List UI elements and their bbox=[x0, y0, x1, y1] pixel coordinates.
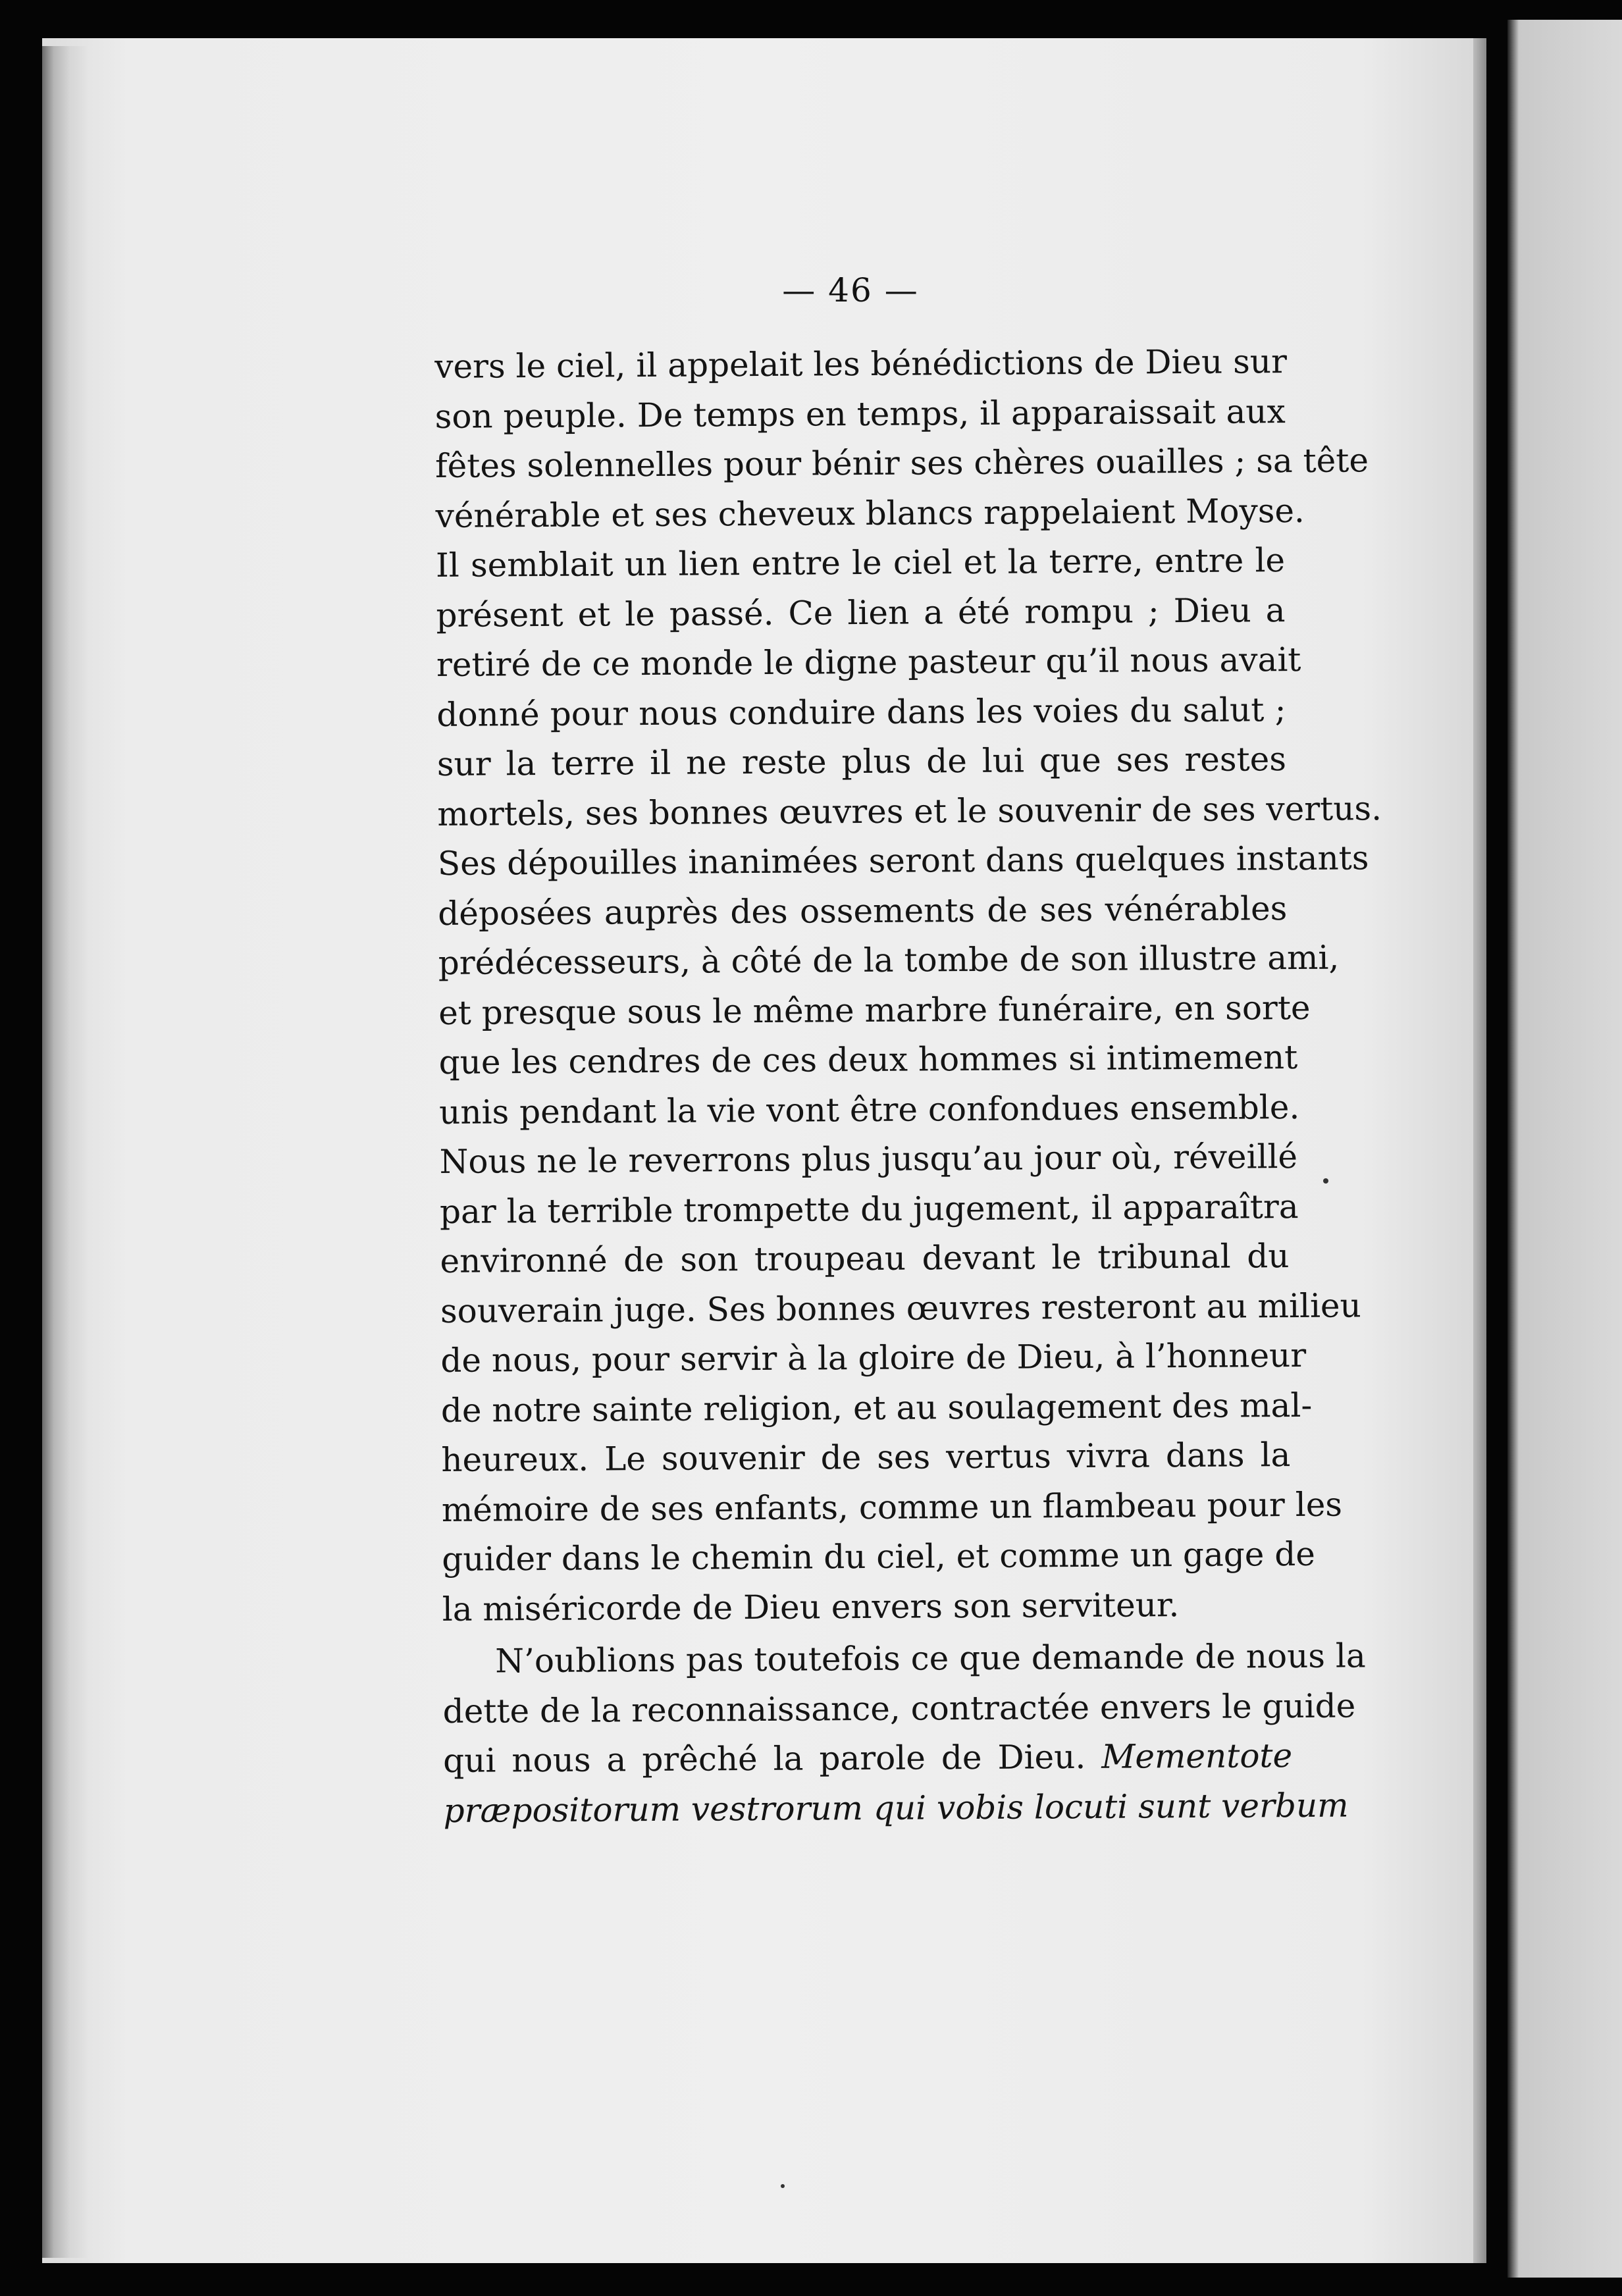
ink-speck bbox=[781, 2184, 785, 2188]
text-roman: qui nous a prêché la parole de Dieu. bbox=[442, 1737, 1086, 1780]
text-line: N’oublions pas toutefois ce que demande de nous la bbox=[495, 1636, 1366, 1681]
page-right-edge bbox=[1473, 38, 1486, 2263]
body-text bbox=[434, 337, 1382, 1836]
text-line: déposées auprès des ossements de ses vénérables bbox=[438, 889, 1288, 933]
text-line: présent et le passé. Ce lien a été rompu ; Dieu a bbox=[436, 590, 1286, 635]
paragraph-2 bbox=[442, 1632, 1366, 1836]
text-line: retiré de ce monde le digne pasteur qu’il nous avait bbox=[436, 640, 1301, 684]
text-line: fêtes solennelles pour bénir ses chères ouailles ; sa tête bbox=[434, 441, 1369, 485]
text-line: Nous ne le reverrons plus jusqu’au jour où, réveillé bbox=[439, 1137, 1298, 1181]
text-line: vers le ciel, il appelait les bénédictions de Dieu sur bbox=[434, 342, 1288, 386]
text-line: environné de son troupeau devant le tribunal du bbox=[440, 1237, 1290, 1280]
text-line: mortels, ses bonnes œuvres et le souvenir de ses vertus. bbox=[437, 789, 1382, 833]
text-line: mémoire de ses enfants, comme un flambeau pour les bbox=[441, 1485, 1343, 1529]
text-line: de notre sainte religion, et au soulagement des mal- bbox=[440, 1386, 1313, 1430]
text-line: unis pendant la vie vont être confondues ensemble. bbox=[438, 1087, 1300, 1132]
text-line bbox=[443, 1731, 1292, 1786]
text-line: et presque sous le même marbre funéraire, en sorte bbox=[438, 988, 1311, 1032]
text-line: dette de la reconnaissance, contractée envers le guide bbox=[442, 1686, 1356, 1731]
paragraph-1 bbox=[434, 337, 1382, 1634]
text-line: de nous, pour servir à la gloire de Dieu, à l’honneur bbox=[440, 1336, 1307, 1380]
text-line: vénérable et ses cheveux blancs rappelaient Moyse. bbox=[435, 491, 1305, 535]
text-line: par la terrible trompette du jugement, il apparaîtra bbox=[439, 1187, 1299, 1231]
text-line-italic-latin: præpositorum vestrorum qui vobis locuti sunt verbum bbox=[443, 1786, 1349, 1830]
text-line: donné pour nous conduire dans les voies du salut ; bbox=[436, 690, 1286, 734]
text-line: Ses dépouilles inanimées seront dans quelques instants bbox=[437, 839, 1369, 883]
text-line: prédécesseurs, à côté de la tombe de son illustre ami, bbox=[438, 938, 1340, 982]
text-line: que les cendres de ces deux hommes si intimement bbox=[438, 1038, 1298, 1082]
text-line: guider dans le chemin du ciel, et comme un gage de bbox=[442, 1534, 1316, 1578]
text-line: la miséricorde de Dieu envers son serviteur. bbox=[442, 1585, 1180, 1629]
page-spine-shadow bbox=[42, 46, 88, 2258]
text-line: son peuple. De temps en temps, il apparaissait aux bbox=[434, 392, 1286, 436]
text-line: Il semblait un lien entre le ciel et la terre, entre le bbox=[435, 541, 1286, 585]
text-line: souverain juge. Ses bonnes œuvres resteront au milieu bbox=[440, 1286, 1361, 1330]
ink-speck bbox=[1323, 1178, 1328, 1184]
text-italic-latin: Mementote bbox=[1101, 1736, 1293, 1776]
page-number bbox=[0, 271, 1622, 309]
adjacent-page-edge bbox=[1507, 20, 1622, 2278]
page-number-text: — 46 — bbox=[782, 271, 919, 309]
text-line: sur la terre il ne reste plus de lui que ses restes bbox=[436, 740, 1287, 783]
text-line: heureux. Le souvenir de ses vertus vivra dans la bbox=[441, 1436, 1291, 1479]
